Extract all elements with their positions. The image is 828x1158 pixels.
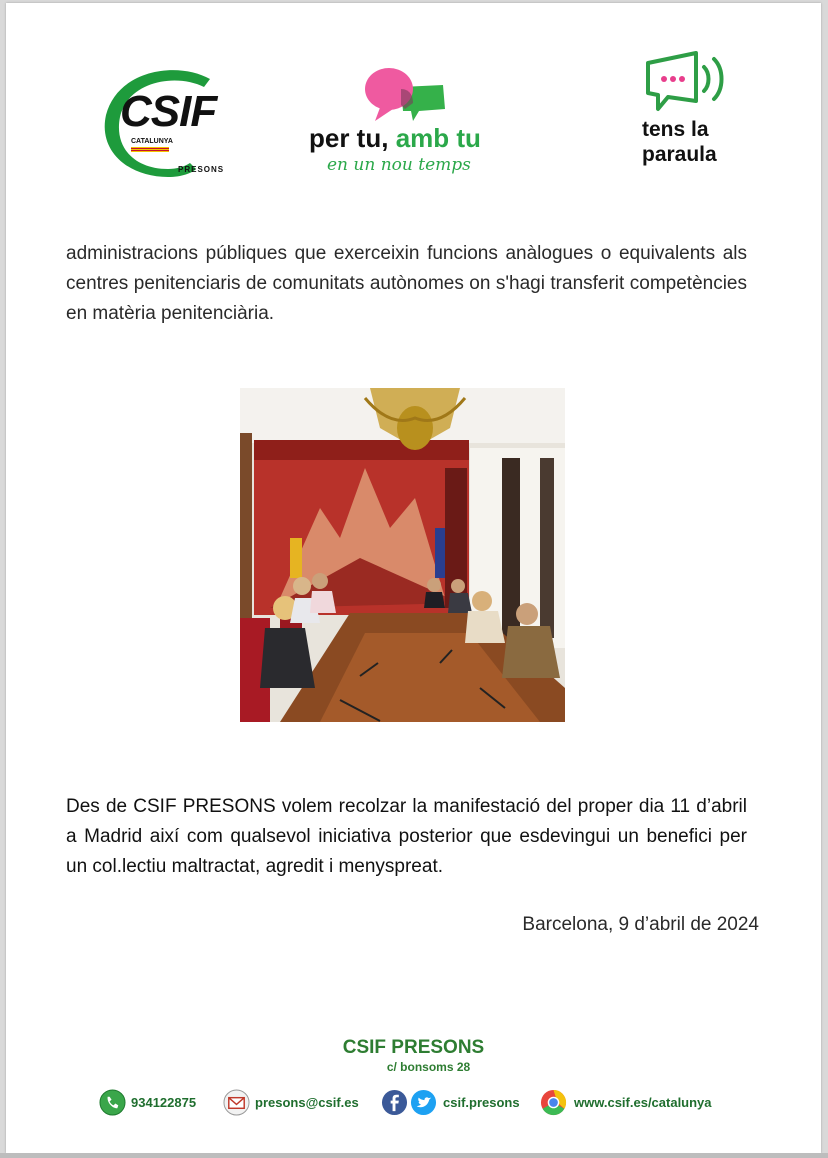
footer-contacts bbox=[99, 1089, 739, 1117]
voice-logo-line1: tens la bbox=[642, 118, 709, 141]
place-and-date: Barcelona, 9 d’abril de 2024 bbox=[522, 914, 759, 935]
contact-phone-text: 934122875 bbox=[131, 1095, 197, 1110]
mail-icon bbox=[223, 1089, 250, 1116]
csif-region-text: CATALUNYA bbox=[131, 138, 173, 145]
support-paragraph: Des de CSIF PRESONS volem recolzar la manifestació del proper dia 11 d’abril a Madrid així com qualsevol iniciativa posterior que esdevingui un benefici per un col.lectiu maltractat, agredit i menyspreat. bbox=[66, 796, 747, 877]
contact-email-text: presons@csif.es bbox=[255, 1095, 359, 1110]
footer-address: c/ bonsoms 28 bbox=[386, 1060, 471, 1074]
catalan-flag-icon bbox=[131, 147, 169, 152]
voice-logo bbox=[640, 49, 750, 179]
bottom-bar bbox=[0, 1153, 828, 1158]
contact-social-text: csif.presons bbox=[443, 1095, 520, 1110]
footer-org-name: CSIF PRESONS bbox=[342, 1037, 485, 1058]
meeting-photo bbox=[240, 388, 565, 722]
campaign-slogan-b: amb tu bbox=[395, 123, 481, 153]
twitter-icon bbox=[410, 1089, 437, 1116]
campaign-slogan bbox=[309, 123, 481, 154]
phone-icon bbox=[99, 1089, 126, 1116]
csif-logo bbox=[98, 65, 238, 185]
speech-bubbles-icon bbox=[361, 65, 451, 125]
document-page bbox=[6, 3, 821, 1153]
facebook-icon bbox=[381, 1089, 408, 1116]
chat-speaker-icon bbox=[644, 49, 734, 115]
contact-web-text: www.csif.es/catalunya bbox=[574, 1095, 712, 1110]
campaign-slogan-a: per tu, bbox=[309, 123, 389, 153]
web-icon bbox=[540, 1089, 567, 1116]
intro-paragraph: administracions públiques que exerceixin funcions anàlogues o equivalents als centres penitenciaris de comunitats autònomes on s'hagi transferit competències en matèria penitenciària. bbox=[66, 243, 747, 324]
campaign-logo bbox=[309, 65, 529, 185]
campaign-subtitle: en un nou temps bbox=[327, 155, 471, 175]
csif-unit-text: PRESONS bbox=[178, 165, 225, 174]
voice-logo-text bbox=[642, 117, 717, 167]
csif-brand-text: CSIF bbox=[120, 87, 217, 136]
voice-logo-line2: paraula bbox=[642, 143, 717, 166]
